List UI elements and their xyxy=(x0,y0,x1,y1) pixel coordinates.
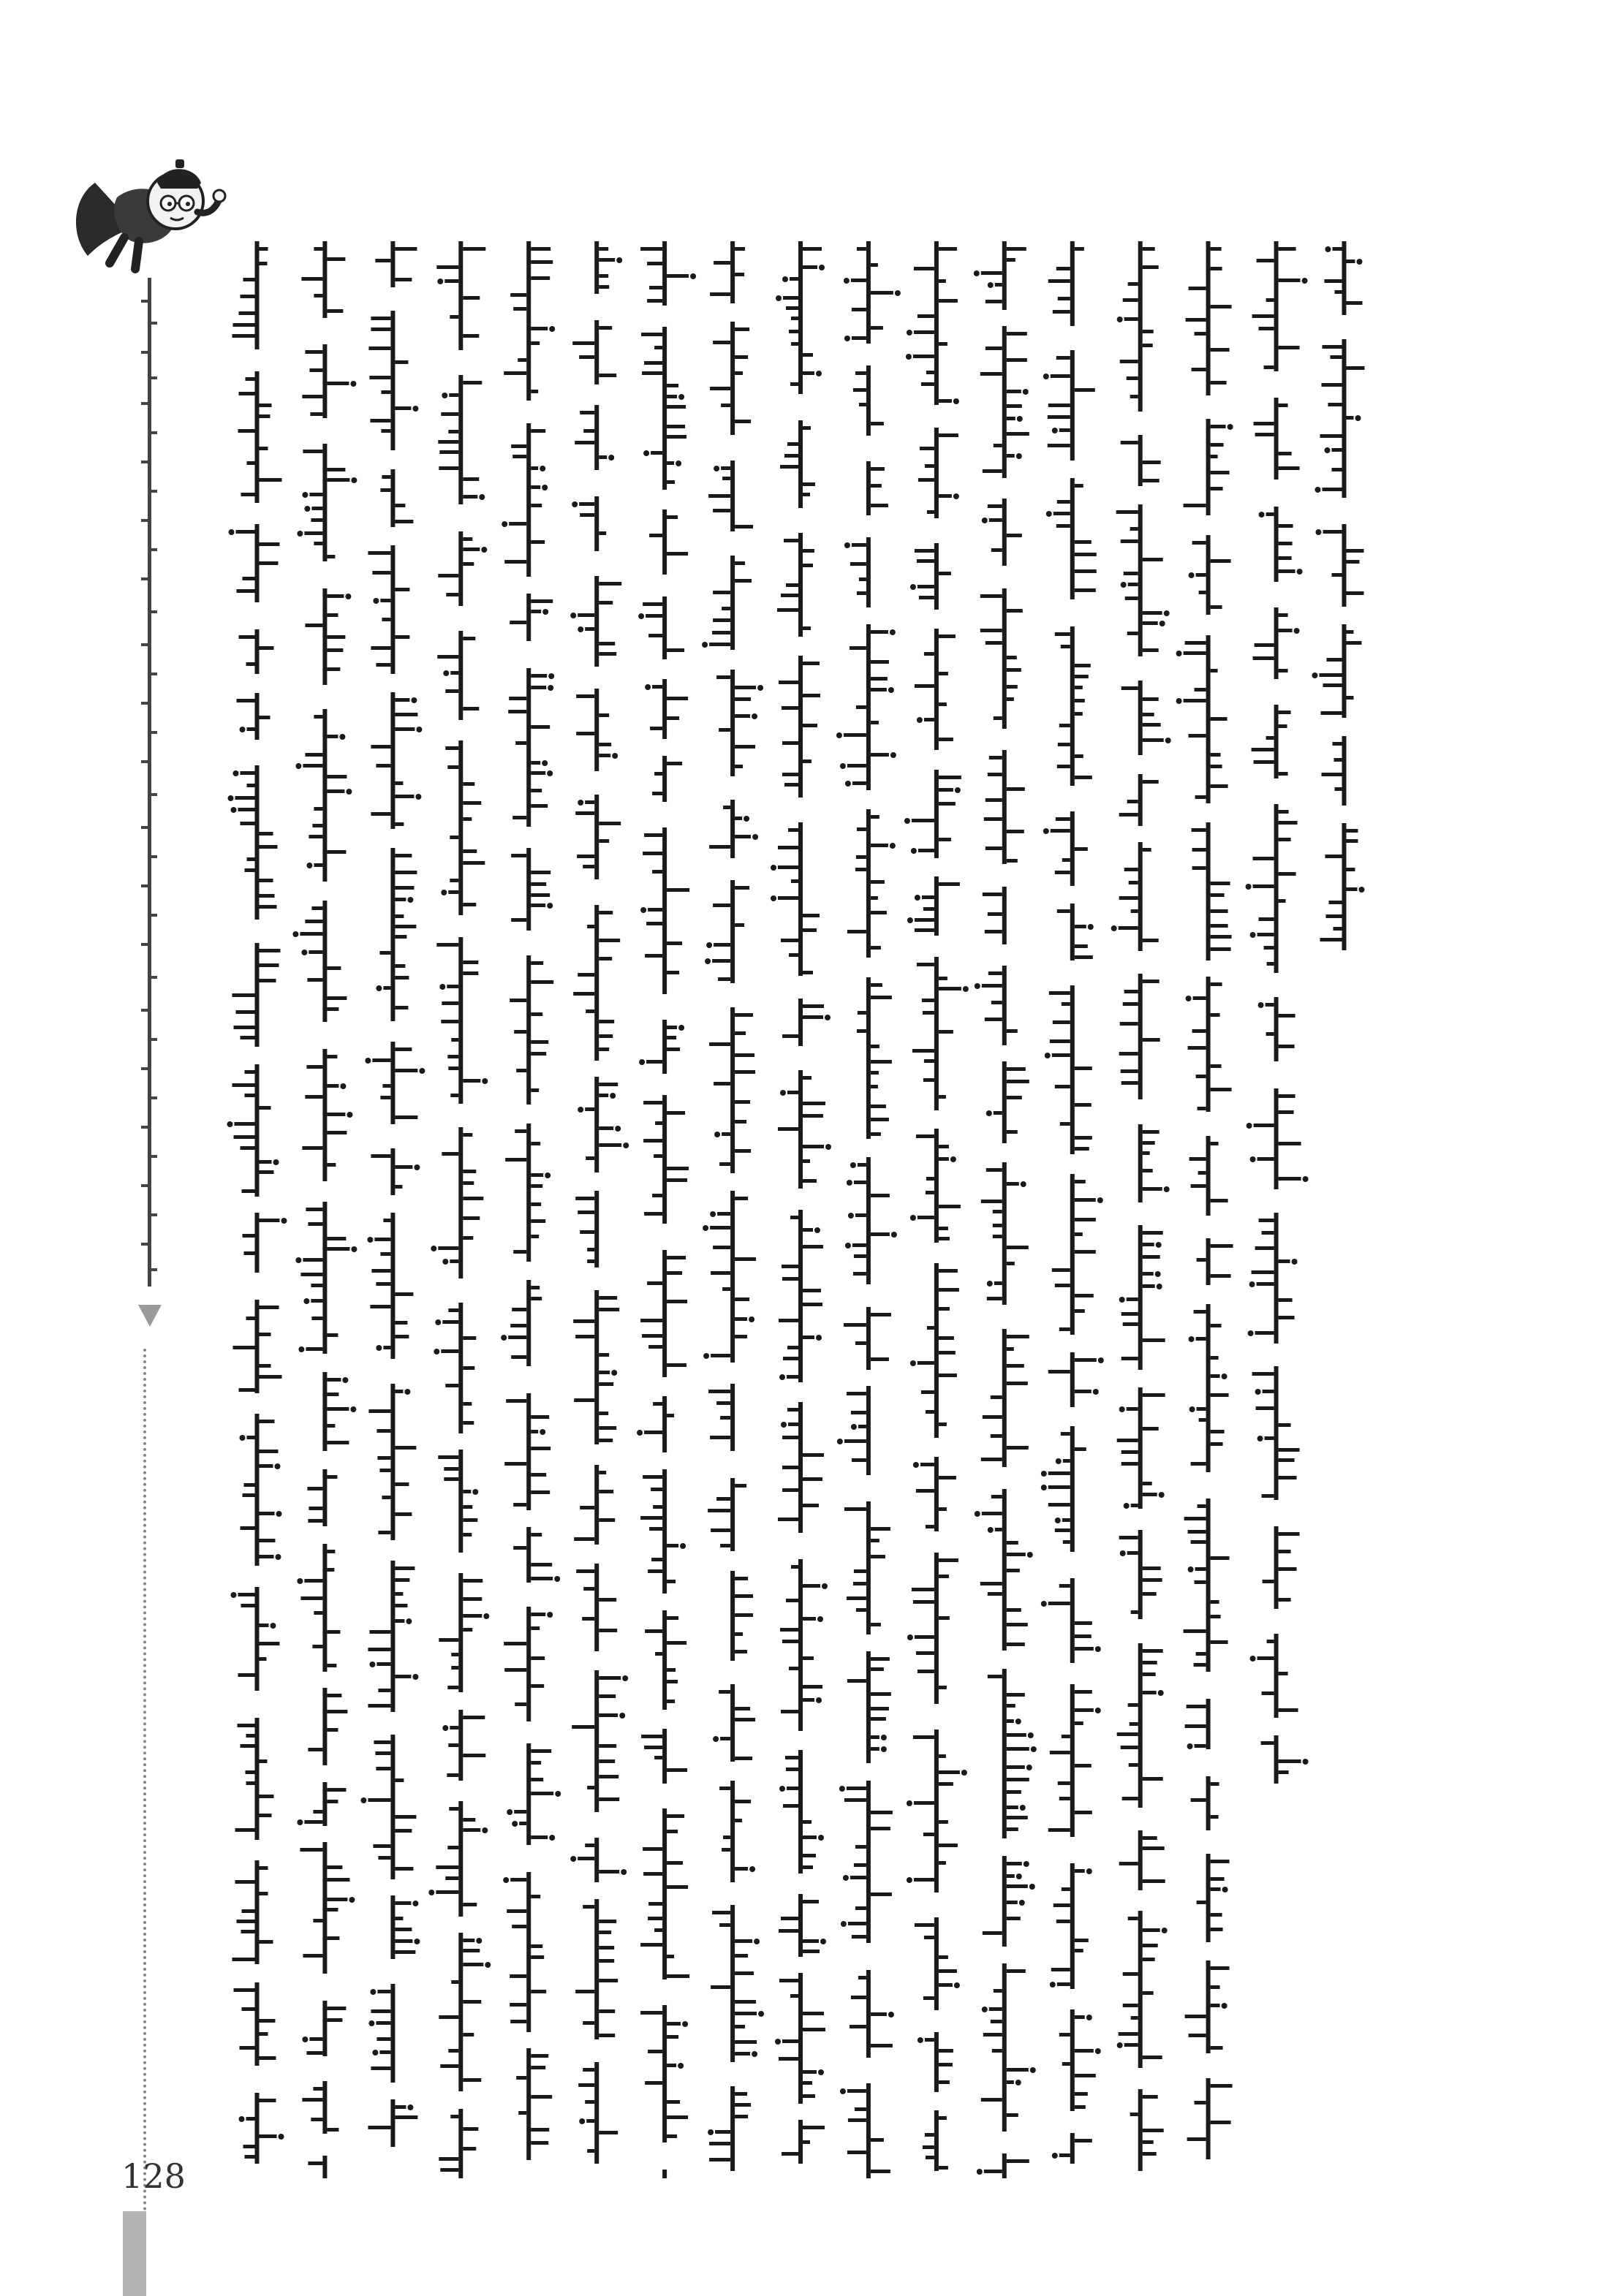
text-column-text xyxy=(291,234,359,2178)
text-column-text xyxy=(427,234,495,2178)
body-text-block xyxy=(223,234,1378,2193)
text-column-text xyxy=(1310,234,1378,950)
page-number: 128 xyxy=(121,2156,186,2196)
text-column-text xyxy=(495,234,563,2171)
text-column-text xyxy=(1106,234,1174,2171)
dotted-divider xyxy=(143,1349,155,2211)
margin-tab xyxy=(123,2211,146,2296)
text-column-text xyxy=(563,234,631,2164)
text-column-text xyxy=(359,234,427,2164)
text-column-text xyxy=(1038,234,1106,2164)
cartoon-boy-flying-icon xyxy=(66,132,227,278)
text-column-text xyxy=(223,234,291,2164)
text-column-text xyxy=(699,234,767,2171)
running-header-text xyxy=(128,278,172,1330)
text-column-text xyxy=(631,234,699,2178)
text-column-text xyxy=(902,234,970,2171)
text-column-text xyxy=(1174,234,1242,2178)
text-column-text xyxy=(970,234,1038,2178)
text-column-text xyxy=(834,234,902,2178)
text-column-text xyxy=(1242,234,1310,1784)
text-column-text xyxy=(767,234,835,2164)
